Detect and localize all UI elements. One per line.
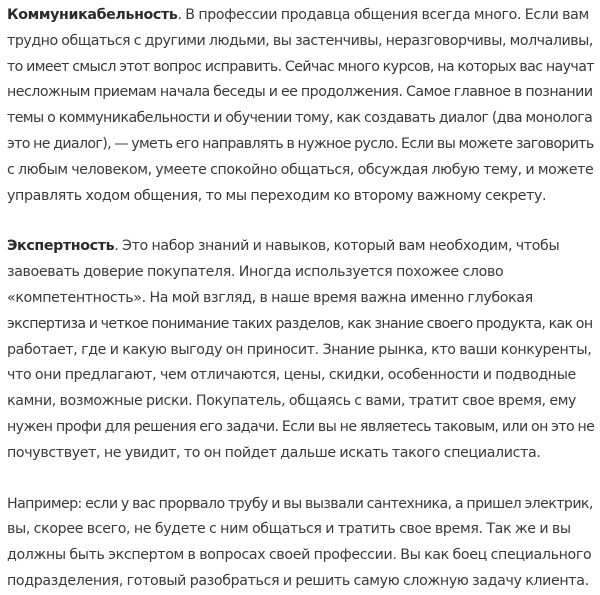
term-expertise: Экспертность: [7, 238, 115, 255]
text-line: [7, 3, 595, 29]
text-line: темы о коммуникабельности и обучении тому, как создавать диалог (два монолога: [7, 110, 593, 127]
paragraph-communication: [7, 3, 595, 209]
text-line: подразделения, готовый разобраться и решить самую сложную задачу клиента.: [7, 572, 589, 589]
text-line: трудно общаться с другими людьми, вы застенчивы, неразговорчивы, молчаливы,: [7, 32, 593, 49]
text-line: что они предлагают, чем отличаются, цены, скидки, особенности и подводные: [7, 367, 576, 384]
text-line: экспертиза и четкое понимание таких разделов, как знание своего продукта, как он: [7, 315, 593, 332]
article-body: [7, 3, 595, 595]
text-line: должны быть экспертом в вопросах своей профессии. Вы как боец специального: [7, 547, 592, 564]
line-text: . Это набор знаний и навыков, который вам необходим, чтобы: [114, 238, 560, 255]
paragraph-expertise: [7, 234, 595, 466]
text-line: с любым человеком, умеете спокойно общаться, обсуждая любую тему, и можете: [7, 161, 594, 178]
text-line: Например: если у вас прорвало трубу и вы вызвали сантехника, а пришел электрик,: [7, 495, 593, 512]
text-line: камни, возможные риски. Покупатель, общаясь с вами, тратит свое время, ему: [7, 393, 577, 410]
term-communication: Коммуникабельность: [7, 7, 178, 23]
text-line: управлять ходом общения, то мы переходим ко второму важному секрету.: [7, 187, 547, 204]
text-line: [7, 234, 595, 260]
text-line: вы, скорее всего, не будете с ним общаться и тратить свое время. Так же и вы: [7, 521, 571, 538]
text-line: почувствует, не увидит, то он пойдет дальше искать такого специалиста.: [7, 444, 541, 461]
text-line: завоевать доверие покупателя. Иногда используется похожее слово: [7, 264, 504, 281]
text-line: несложным приемам начала беседы и ее продолжения. Самое главное в познании: [7, 84, 593, 101]
text-line: то имеет смысл этот вопрос исправить. Сейчас много курсов, на которых вас научат: [7, 58, 594, 75]
text-line: нужен профи для решения его задачи. Если вы не являетесь таковым, или он это не: [7, 418, 595, 435]
text-line: работает, где и какую выгоду он приносит. Знание рынка, кто ваши конкуренты,: [7, 341, 592, 358]
text-line: это не диалог), — уметь его направлять в нужное русло. Если вы можете заговорить: [7, 135, 594, 152]
text-line: «компетентность». На мой взгляд, в наше время важна именно глубокая: [7, 289, 533, 306]
line-text: . В профессии продавца общения всегда много. Если вам: [177, 7, 589, 23]
paragraph-example: [7, 492, 595, 595]
